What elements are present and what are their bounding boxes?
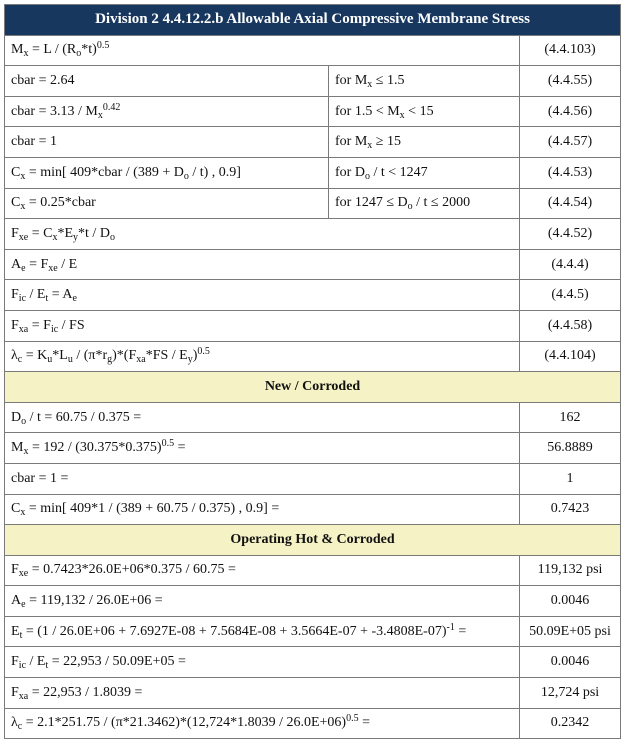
calculation-row <box>5 708 621 739</box>
calculation-result: 56.8889 <box>520 433 621 464</box>
formula-reference: (4.4.53) <box>520 157 621 188</box>
formula-reference: (4.4.54) <box>520 188 621 219</box>
formula-row <box>5 310 621 341</box>
calculation-expression: $E_t = (1 / 26.0E+06 + 7.6927E-08 + 7.5684E-08 + 3.5664E-07 + -3.4808E-07)^{-1}$ = <box>5 616 520 647</box>
formula-row <box>5 96 621 127</box>
formula-row <box>5 66 621 97</box>
formula-row <box>5 280 621 311</box>
table-title: Division 2 4.4.12.2.b Allowable Axial Compressive Membrane Stress <box>5 5 621 36</box>
section-heading: Operating Hot & Corroded <box>5 525 621 556</box>
section-heading: New / Corroded <box>5 372 621 403</box>
calculation-row <box>5 678 621 709</box>
calculation-row <box>5 463 621 494</box>
formula-row <box>5 341 621 372</box>
formula-condition: for $M_x \le 1.5$ <box>329 66 520 97</box>
calculation-row <box>5 402 621 433</box>
formula-expression: $C_x = \min$[ 409*cbar / $(389 + D_o / t)$ , 0.9] <box>5 157 329 188</box>
formula-reference: (4.4.104) <box>520 341 621 372</box>
formula-reference: (4.4.5) <box>520 280 621 311</box>
formula-row <box>5 127 621 158</box>
formula-condition: for $1.5 < M_x < 15$ <box>329 96 520 127</box>
formula-row <box>5 249 621 280</box>
calculation-row <box>5 494 621 525</box>
formula-reference: (4.4.103) <box>520 35 621 66</box>
formula-expression: $C_x$ = 0.25*cbar <box>5 188 329 219</box>
calculation-expression: $F_{xa} = 22,953 / 1.8039$ = <box>5 678 520 709</box>
calculation-result: 162 <box>520 402 621 433</box>
formula-condition: for $M_x \ge 15$ <box>329 127 520 158</box>
calculation-expression: $D_o / t = 60.75 / 0.375$ = <box>5 402 520 433</box>
calculation-row <box>5 555 621 586</box>
allowable-stress-table <box>4 4 621 739</box>
title-row <box>5 5 621 36</box>
formula-expression: $F_{xa} = F_{ic}$ / FS <box>5 310 520 341</box>
section-heading-row <box>5 525 621 556</box>
calculation-result: 0.0046 <box>520 647 621 678</box>
formula-reference: (4.4.55) <box>520 66 621 97</box>
calculation-expression: $F_{ic} / E_t = 22,953 / 50.09E+05$ = <box>5 647 520 678</box>
formula-expression: $A_e = F_{xe} / E$ <box>5 249 520 280</box>
formula-expression: $\lambda_c = K_u*L_u / (\pi*r_g)*(F_{xa}*FS / E_y)^{0.5}$ <box>5 341 520 372</box>
formula-reference: (4.4.4) <box>520 249 621 280</box>
formula-reference: (4.4.57) <box>520 127 621 158</box>
calculation-result: 12,724 psi <box>520 678 621 709</box>
calculation-result: 119,132 psi <box>520 555 621 586</box>
calculation-result: 1 <box>520 463 621 494</box>
formula-row <box>5 157 621 188</box>
calculation-expression: $A_e = 119,132 / 26.0E+06$ = <box>5 586 520 617</box>
formula-expression: cbar = 2.64 <box>5 66 329 97</box>
formula-expression: cbar = 1 <box>5 127 329 158</box>
formula-condition: for $1247 \le D_o / t \le 2000$ <box>329 188 520 219</box>
formula-reference: (4.4.52) <box>520 219 621 250</box>
calculation-row <box>5 586 621 617</box>
calculation-result: 50.09E+05 psi <box>520 616 621 647</box>
calculation-expression: $C_x = \min$[ 409*1 / (389 + 60.75 / 0.375) , 0.9] = <box>5 494 520 525</box>
formula-reference: (4.4.56) <box>520 96 621 127</box>
calculation-expression: $\lambda_c = 2.1*251.75 / (\pi*21.3462)*(12,724*1.8039 / 26.0E+06)^{0.5}$ = <box>5 708 520 739</box>
calculation-result: 0.2342 <box>520 708 621 739</box>
calculation-result: 0.0046 <box>520 586 621 617</box>
formula-expression: cbar = $3.13 / M_x^{0.42}$ <box>5 96 329 127</box>
section-heading-row <box>5 372 621 403</box>
formula-row <box>5 188 621 219</box>
table-body <box>5 5 621 739</box>
calculation-row <box>5 616 621 647</box>
formula-reference: (4.4.58) <box>520 310 621 341</box>
formula-expression: $F_{ic} / E_t = A_e$ <box>5 280 520 311</box>
calculation-result: 0.7423 <box>520 494 621 525</box>
calculation-expression: cbar = 1 = <box>5 463 520 494</box>
formula-condition: for $D_o / t < 1247$ <box>329 157 520 188</box>
formula-row <box>5 35 621 66</box>
calculation-expression: $M_x = 192 / (30.375*0.375)^{0.5}$ = <box>5 433 520 464</box>
calculation-row <box>5 433 621 464</box>
formula-row <box>5 219 621 250</box>
formula-expression: $M_x = L / (R_o*t)^{0.5}$ <box>5 35 520 66</box>
formula-expression: $F_{xe} = C_x*E_y*t / D_o$ <box>5 219 520 250</box>
calculation-row <box>5 647 621 678</box>
calculation-expression: $F_{xe} = 0.7423*26.0E+06*0.375 / 60.75$ = <box>5 555 520 586</box>
